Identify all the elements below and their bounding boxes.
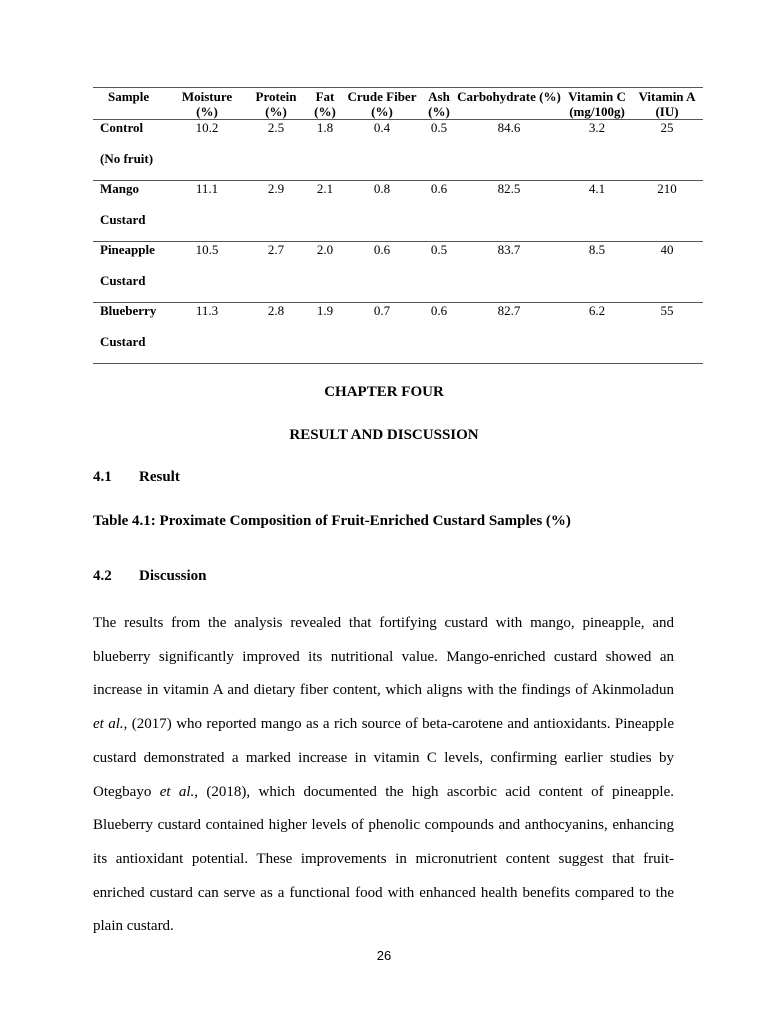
fat-cell: 2.1 — [316, 181, 334, 196]
section-heading-result — [93, 469, 180, 486]
moisture-cell: 10.5 — [195, 242, 219, 257]
header-sample: Sample — [93, 88, 171, 120]
protein-cell: 2.9 — [267, 181, 285, 196]
header-carbohydrate: Carbohydrate (%) — [455, 88, 563, 120]
moisture-cell: 11.3 — [195, 303, 219, 318]
table-row — [93, 303, 703, 364]
carbohydrate-cell: 82.5 — [497, 181, 521, 196]
header-fat: Fat (%) — [309, 88, 341, 120]
sample-name-line2: (No fruit) — [100, 151, 154, 166]
fat-cell: 1.8 — [316, 120, 334, 135]
section-title: Discussion — [139, 568, 207, 584]
carbohydrate-cell: 83.7 — [497, 242, 521, 257]
section-number: 4.2 — [93, 568, 112, 584]
protein-cell: 2.7 — [267, 242, 285, 257]
protein-cell: 2.5 — [267, 120, 285, 135]
table-row — [93, 181, 703, 242]
section-number: 4.1 — [93, 469, 112, 485]
sample-name-line2: Custard — [100, 334, 146, 349]
vitamin-c-cell: 6.2 — [588, 303, 606, 318]
ash-cell: 0.6 — [430, 303, 448, 318]
table-header-row — [93, 88, 703, 120]
vitamin-a-cell: 25 — [660, 120, 674, 135]
header-crude-fiber: Crude Fiber (%) — [341, 88, 423, 120]
sample-name: Control — [100, 120, 144, 135]
header-vitamin-a: Vitamin A (IU) — [631, 88, 703, 120]
header-vitamin-c: Vitamin C (mg/100g) — [563, 88, 631, 120]
header-moisture: Moisture (%) — [171, 88, 243, 120]
crude-fiber-cell: 0.7 — [373, 303, 391, 318]
moisture-cell: 10.2 — [195, 120, 219, 135]
sample-name-line2: Custard — [100, 273, 146, 288]
protein-cell: 2.8 — [267, 303, 285, 318]
sample-cell — [93, 303, 171, 364]
fat-cell: 1.9 — [316, 303, 334, 318]
paragraph-text: , (2017) who reported mango as a rich source of beta-carotene and antioxidants. Pineapple custard demonstrated a marked increase in vitamin C levels, confirming earlier studies by Otegbayo — [93, 716, 675, 800]
proximate-composition-table — [93, 87, 703, 364]
carbohydrate-cell: 82.7 — [497, 303, 521, 318]
table-caption: Table 4.1: Proximate Composition of Fruit-Enriched Custard Samples (%) — [93, 513, 571, 529]
table-row — [93, 242, 703, 303]
ash-cell: 0.6 — [430, 181, 448, 196]
fat-cell: 2.0 — [316, 242, 334, 257]
discussion-paragraph — [93, 607, 674, 944]
paragraph-text: The results from the analysis revealed that fortifying custard with mango, pineapple, and blueberry significantly improved its nutritional value. Mango-enriched custard showed an increase in vitamin A and dietary fiber content, which aligns with the findings of Akinmoladun — [93, 615, 674, 699]
moisture-cell: 11.1 — [195, 181, 219, 196]
header-protein: Protein (%) — [243, 88, 309, 120]
sample-cell — [93, 120, 171, 181]
citation-et-al: et al. — [93, 716, 124, 733]
ash-cell: 0.5 — [430, 242, 448, 257]
sample-name: Pineapple — [100, 242, 155, 257]
vitamin-a-cell: 210 — [657, 181, 677, 196]
page-number: 26 — [376, 948, 392, 963]
data-table — [93, 87, 703, 364]
table-row — [93, 120, 703, 181]
sample-name: Blueberry — [100, 303, 157, 318]
section-heading-discussion — [93, 568, 207, 585]
sample-name-line2: Custard — [100, 212, 146, 227]
vitamin-a-cell: 40 — [660, 242, 674, 257]
crude-fiber-cell: 0.8 — [373, 181, 391, 196]
sample-name: Mango — [100, 181, 139, 196]
vitamin-c-cell: 4.1 — [588, 181, 606, 196]
crude-fiber-cell: 0.4 — [373, 120, 391, 135]
carbohydrate-cell: 84.6 — [497, 120, 521, 135]
citation-et-al: et al. — [159, 783, 195, 800]
crude-fiber-cell: 0.6 — [373, 242, 391, 257]
vitamin-c-cell: 8.5 — [588, 242, 606, 257]
vitamin-c-cell: 3.2 — [588, 120, 606, 135]
sample-cell — [93, 242, 171, 303]
vitamin-a-cell: 55 — [660, 303, 674, 318]
section-title: Result — [139, 469, 180, 485]
chapter-title: CHAPTER FOUR — [324, 384, 444, 400]
paragraph-text: , (2018), which documented the high ascorbic acid content of pineapple. Blueberry custard contained higher levels of phenolic compounds and anthocyanins, enhancing its antioxidant potential. These improvements in micronutrient content suggest that fruit-enriched custard can serve as a functional food with enhanced health benefits compared to the plain custard. — [93, 783, 674, 935]
chapter-subtitle: RESULT AND DISCUSSION — [289, 427, 479, 443]
sample-cell — [93, 181, 171, 242]
header-ash: Ash (%) — [423, 88, 455, 120]
ash-cell: 0.5 — [430, 120, 448, 135]
